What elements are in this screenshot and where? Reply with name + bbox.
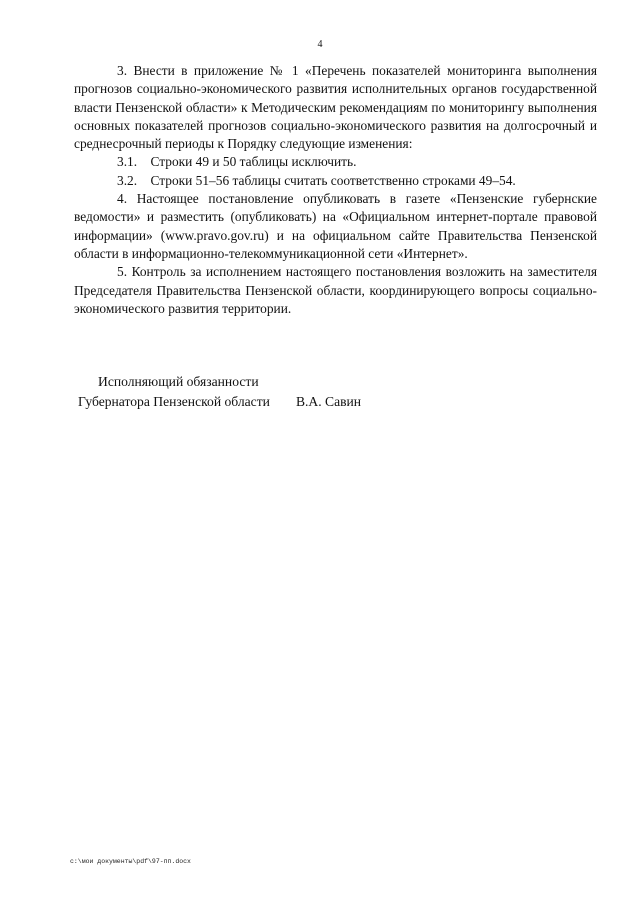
page-number: 4	[317, 39, 323, 50]
signatory-name: В.А. Савин	[295, 393, 362, 409]
document-body	[74, 62, 597, 318]
file-path-footer: c:\мои документы\pdf\97-пп.docx	[70, 858, 191, 865]
paragraph-3: 3. Внести в приложение № 1 «Перечень показателей мониторинга выполнения прогнозов социально-экономического развития исполнительных органов государственной власти Пензенской области» к Методическим рекомендациям по мониторингу выполнения основных показателей прогнозов социально-экономического развития на долгосрочный и среднесрочный периоды к Порядку следующие изменения:	[74, 63, 597, 152]
signature-title: Губернатора Пензенской области	[78, 393, 270, 409]
paragraph-4: 4. Настоящее постановление опубликовать в газете «Пензенские губернские ведомости» и разместить (опубликовать) на «Официальном интернет-портале правовой информации» (www.pravo.gov.ru) и на официальном сайте Правительства Пензенской области в информационно-телекоммуникационной сети «Интернет».	[74, 191, 597, 261]
signature-position: Исполняющий обязанности	[98, 374, 259, 389]
paragraph-5: 5. Контроль за исполнением настоящего постановления возложить на заместителя Председателя Правительства Пензенской области, координирующего вопросы социально-экономического развития территории.	[74, 264, 597, 316]
paragraph-3-2: 3.2. Строки 51–56 таблицы считать соответственно строками 49–54.	[117, 172, 516, 188]
paragraph-3-1: 3.1. Строки 49 и 50 таблицы исключить.	[117, 154, 357, 170]
signature-block	[78, 372, 361, 411]
